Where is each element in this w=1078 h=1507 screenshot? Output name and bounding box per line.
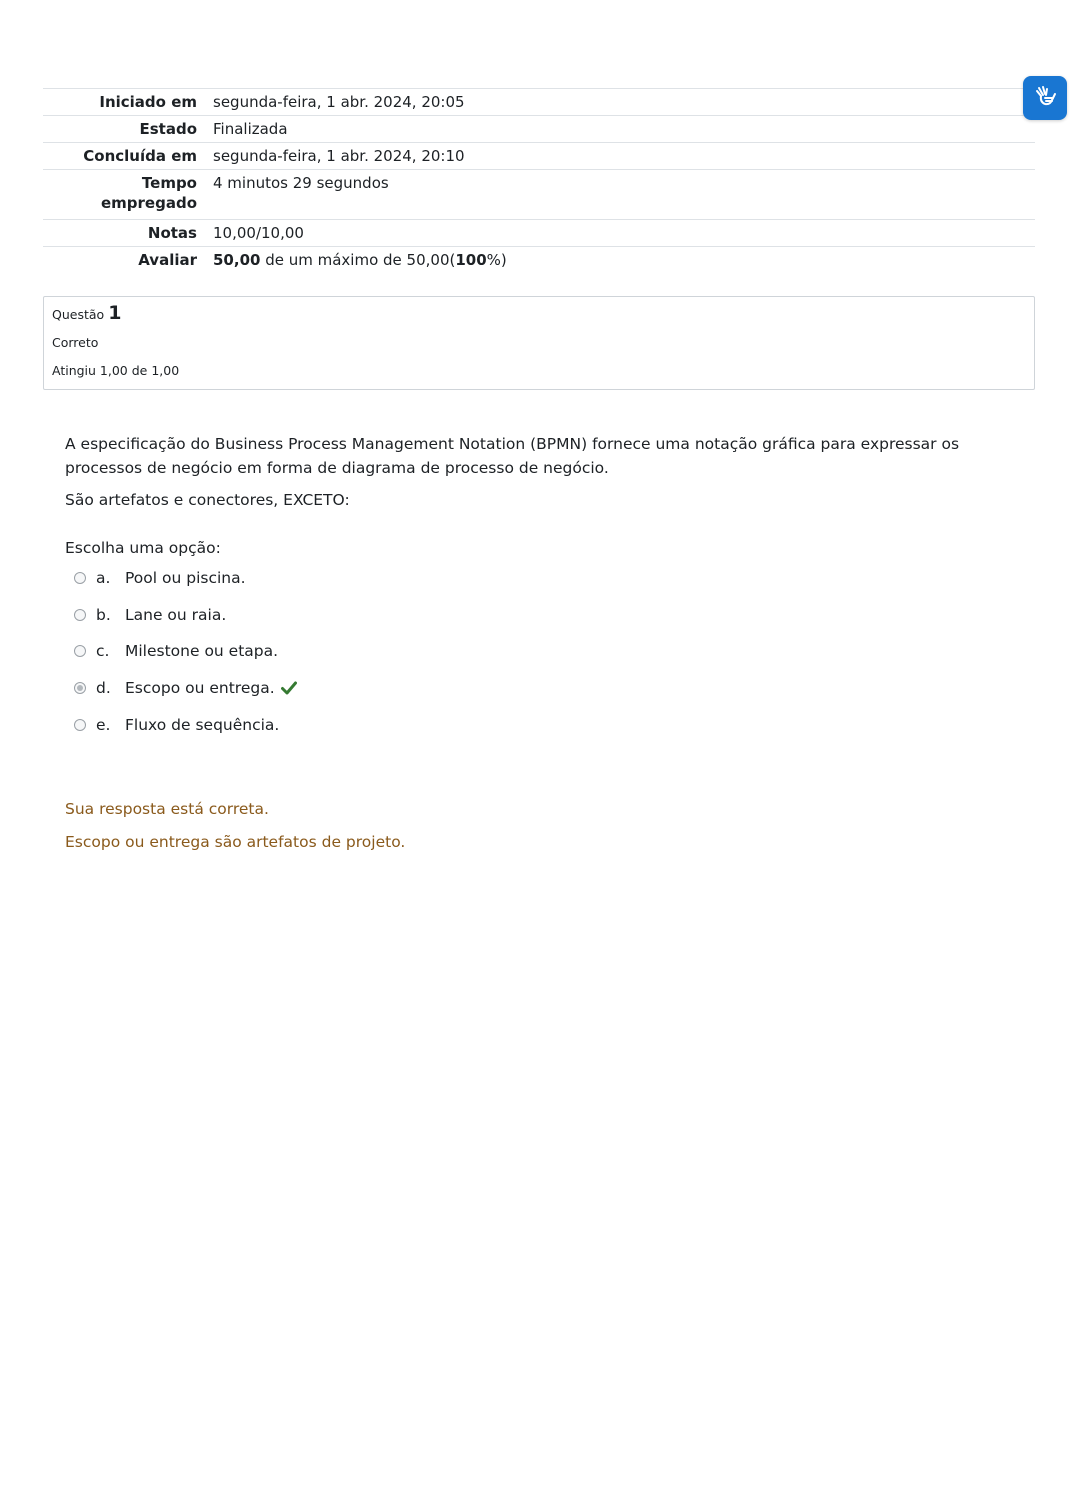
answer-letter: b. (96, 606, 111, 624)
question-state: Correto (52, 335, 99, 350)
answer-letter: c. (96, 642, 110, 660)
question-text-paragraph: A especificação do Business Process Management Notation (BPMN) fornece uma notação gráfica para expressar os processos de negócio em forma de diagrama de processo de negócio. (65, 435, 960, 477)
summary-value: Finalizada (205, 116, 1035, 143)
grade-percent-suffix: %) (486, 251, 507, 269)
summary-row-state (43, 116, 1035, 143)
summary-label-line2: empregado (100, 194, 197, 212)
summary-row-grade (43, 247, 1035, 274)
summary-value: 4 minutos 29 segundos (205, 170, 1035, 220)
accessibility-widget-button[interactable] (1023, 76, 1067, 120)
summary-label (43, 170, 205, 220)
radio-button-selected[interactable] (74, 682, 86, 694)
question-text (65, 432, 995, 512)
radio-button[interactable] (74, 645, 86, 657)
summary-row-time-taken (43, 170, 1035, 220)
sign-language-hands-icon (1031, 82, 1059, 114)
feedback-result: Sua resposta está correta. (65, 800, 269, 818)
grade-max-text: de um máximo de 50,00( (260, 251, 456, 269)
answer-text: Lane ou raia. (125, 606, 227, 624)
radio-button[interactable] (74, 572, 86, 584)
summary-row-marks (43, 220, 1035, 247)
radio-button[interactable] (74, 609, 86, 621)
grade-percent: 100 (455, 251, 487, 269)
question-label: Questão (52, 307, 105, 322)
question-number (52, 302, 121, 324)
answer-option-e[interactable] (74, 713, 279, 737)
answer-text: Milestone ou etapa. (125, 642, 279, 660)
answer-option-c[interactable] (74, 639, 278, 663)
answer-letter: a. (96, 569, 111, 587)
grade-score: 50,00 (213, 251, 261, 269)
answer-option-b[interactable] (74, 603, 226, 627)
answer-text: Fluxo de sequência. (125, 716, 280, 734)
question-info-box (43, 296, 1035, 390)
summary-label: Concluída em (43, 143, 205, 170)
question-text-paragraph: São artefatos e conectores, EXCETO: (65, 491, 350, 509)
question-number-value: 1 (108, 302, 122, 324)
attempt-summary-table (43, 88, 1035, 273)
answer-prompt: Escolha uma opção: (65, 539, 221, 557)
summary-label: Estado (43, 116, 205, 143)
check-icon (281, 681, 297, 695)
summary-value (205, 247, 1035, 274)
question-grade: Atingiu 1,00 de 1,00 (52, 363, 180, 378)
feedback-explanation: Escopo ou entrega são artefatos de projeto. (65, 833, 406, 851)
radio-button[interactable] (74, 719, 86, 731)
summary-row-started (43, 89, 1035, 116)
summary-label-line1: Tempo (141, 174, 197, 192)
summary-row-completed (43, 143, 1035, 170)
answer-letter: d. (96, 679, 111, 697)
answer-letter: e. (96, 716, 111, 734)
summary-label: Notas (43, 220, 205, 247)
summary-value: segunda-feira, 1 abr. 2024, 20:10 (205, 143, 1035, 170)
answer-option-d[interactable] (74, 676, 297, 700)
summary-label: Avaliar (43, 247, 205, 274)
answer-text: Escopo ou entrega. (125, 679, 275, 697)
answer-text: Pool ou piscina. (125, 569, 246, 587)
summary-value: segunda-feira, 1 abr. 2024, 20:05 (205, 89, 1035, 116)
answer-option-a[interactable] (74, 566, 246, 590)
summary-label: Iniciado em (43, 89, 205, 116)
summary-value: 10,00/10,00 (205, 220, 1035, 247)
